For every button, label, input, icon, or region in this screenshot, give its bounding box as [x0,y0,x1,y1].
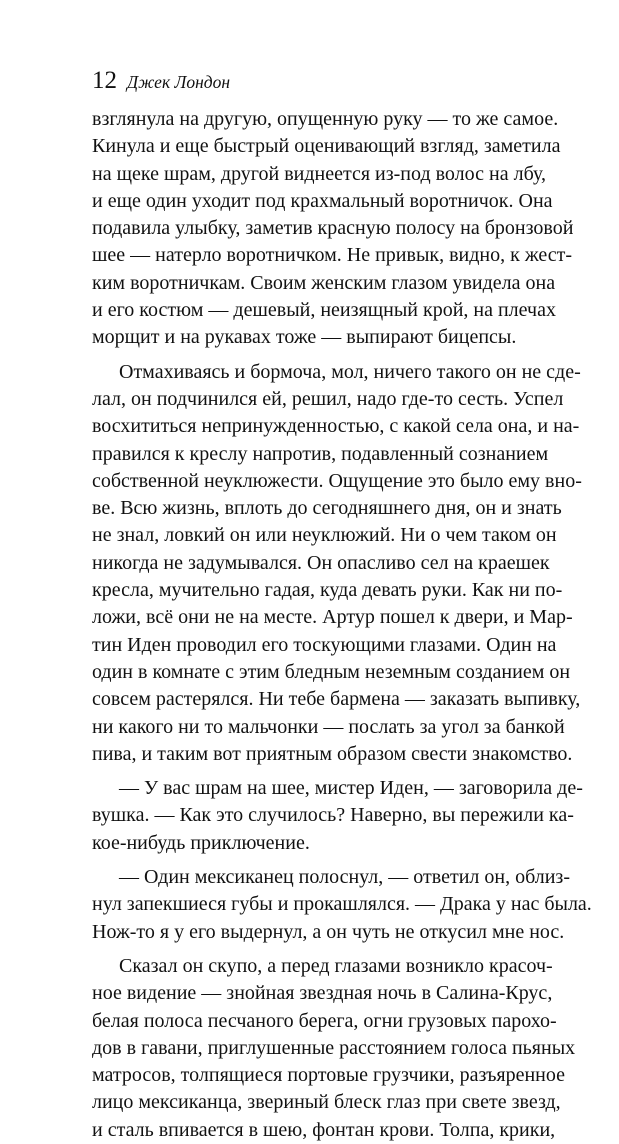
text-line: ве. Всю жизнь, вплоть до сегодняшнего дня, он и знать [92,497,562,520]
text-line: кресла, мучительно гадая, куда девать руки. Как ни по- [92,579,563,602]
text-line: Кинула и еще быстрый оценивающий взгляд, заметила [92,135,561,158]
text-line: и сталь впивается в шею, фонтан крови. Толпа, крики, [92,1118,556,1141]
running-title: Джек Лондон [127,72,231,92]
text-line: кое-нибудь приключение. [92,831,310,854]
text-line: и его костюм — дешевый, неизящный крой, на плечах [92,299,556,322]
text-line: Нож-то я у его выдернул, а он чуть не откусил мне нос. [92,920,565,943]
text-line: Отмахиваясь и бормоча, мол, ничего такого он не сде- [119,360,581,383]
page-number: 12 [92,67,117,94]
text-line: ложи, всё они не на месте. Артур пошел к двери, и Мар- [92,606,573,629]
running-head [92,64,230,98]
paragraph-gap [92,857,532,864]
text-line: на щеке шрам, другой виднеется из-под волос на лбу, [92,162,546,185]
text-line: ное видение — знойная звездная ночь в Салина-Крус, [92,982,553,1005]
text-line: подавила улыбку, заметив красную полосу на бронзовой [92,217,574,240]
paragraph [92,953,576,1144]
text-line: Сказал он скупо, а перед глазами возникло красоч- [119,954,553,977]
text-line: пива, и таким вот приятным образом свести знакомство. [92,742,573,765]
paragraph [92,864,592,946]
text-line: и еще один уходит под крахмальный воротничок. Она [92,189,553,212]
text-line: собственной неуклюжести. Ощущение это было ему вно- [92,469,582,492]
text-line: белая полоса песчаного берега, огни грузовых парохо- [92,1009,557,1032]
text-line: матросов, толпящиеся портовые грузчики, разъяренное [92,1064,566,1087]
text-line: восхититься непринужденностью, с какой села она, и на- [92,415,580,438]
text-line: нул запекшиеся губы и прокашлялся. — Драка у нас была. [92,893,592,916]
text-line: тин Иден проводил его тоскующими глазами. Один на [92,633,557,656]
paragraph [92,775,583,857]
body-text [92,106,592,1144]
paragraph [92,106,574,352]
text-line: — У вас шрам на шее, мистер Иден, — заговорила де- [119,777,583,800]
text-line: дов в гавани, приглушенные расстоянием голоса пьяных [92,1036,576,1059]
text-line: лал, он подчинился ей, решил, надо где-то сесть. Успел [92,387,564,410]
text-line: ни какого ни то мальчонки — послать за угол за банкой [92,715,565,738]
text-line: один в комнате с этим бледным неземным созданием он [92,660,571,683]
text-line: морщит и на рукавах тоже — выпирают бицепсы. [92,326,517,349]
text-line: правился к креслу напротив, подавленный сознанием [92,442,549,465]
text-line: не знал, ловкий он или неуклюжий. Ни о чем таком он [92,524,557,547]
text-line: вушка. — Как это случилось? Наверно, вы пережили ка- [92,804,574,827]
paragraph-gap [92,768,532,775]
paragraph-gap [92,946,532,953]
text-line: ким воротничкам. Своим женским глазом увидела она [92,271,556,294]
paragraph [92,359,582,768]
text-line: — Один мексиканец полоснул, — ответил он, облиз- [119,866,570,889]
text-line: совсем растерялся. Ни тебе бармена — заказать выпивку, [92,688,581,711]
text-line: никогда не задумывался. Он опасливо сел на краешек [92,551,550,574]
text-line: лицо мексиканца, звериный блеск глаз при свете звезд, [92,1091,561,1114]
paragraph-gap [92,352,532,359]
text-line: шее — натерло воротничком. Не привык, видно, к жест- [92,244,573,267]
text-line: взглянула на другую, опущенную руку — то же самое. [92,108,559,130]
